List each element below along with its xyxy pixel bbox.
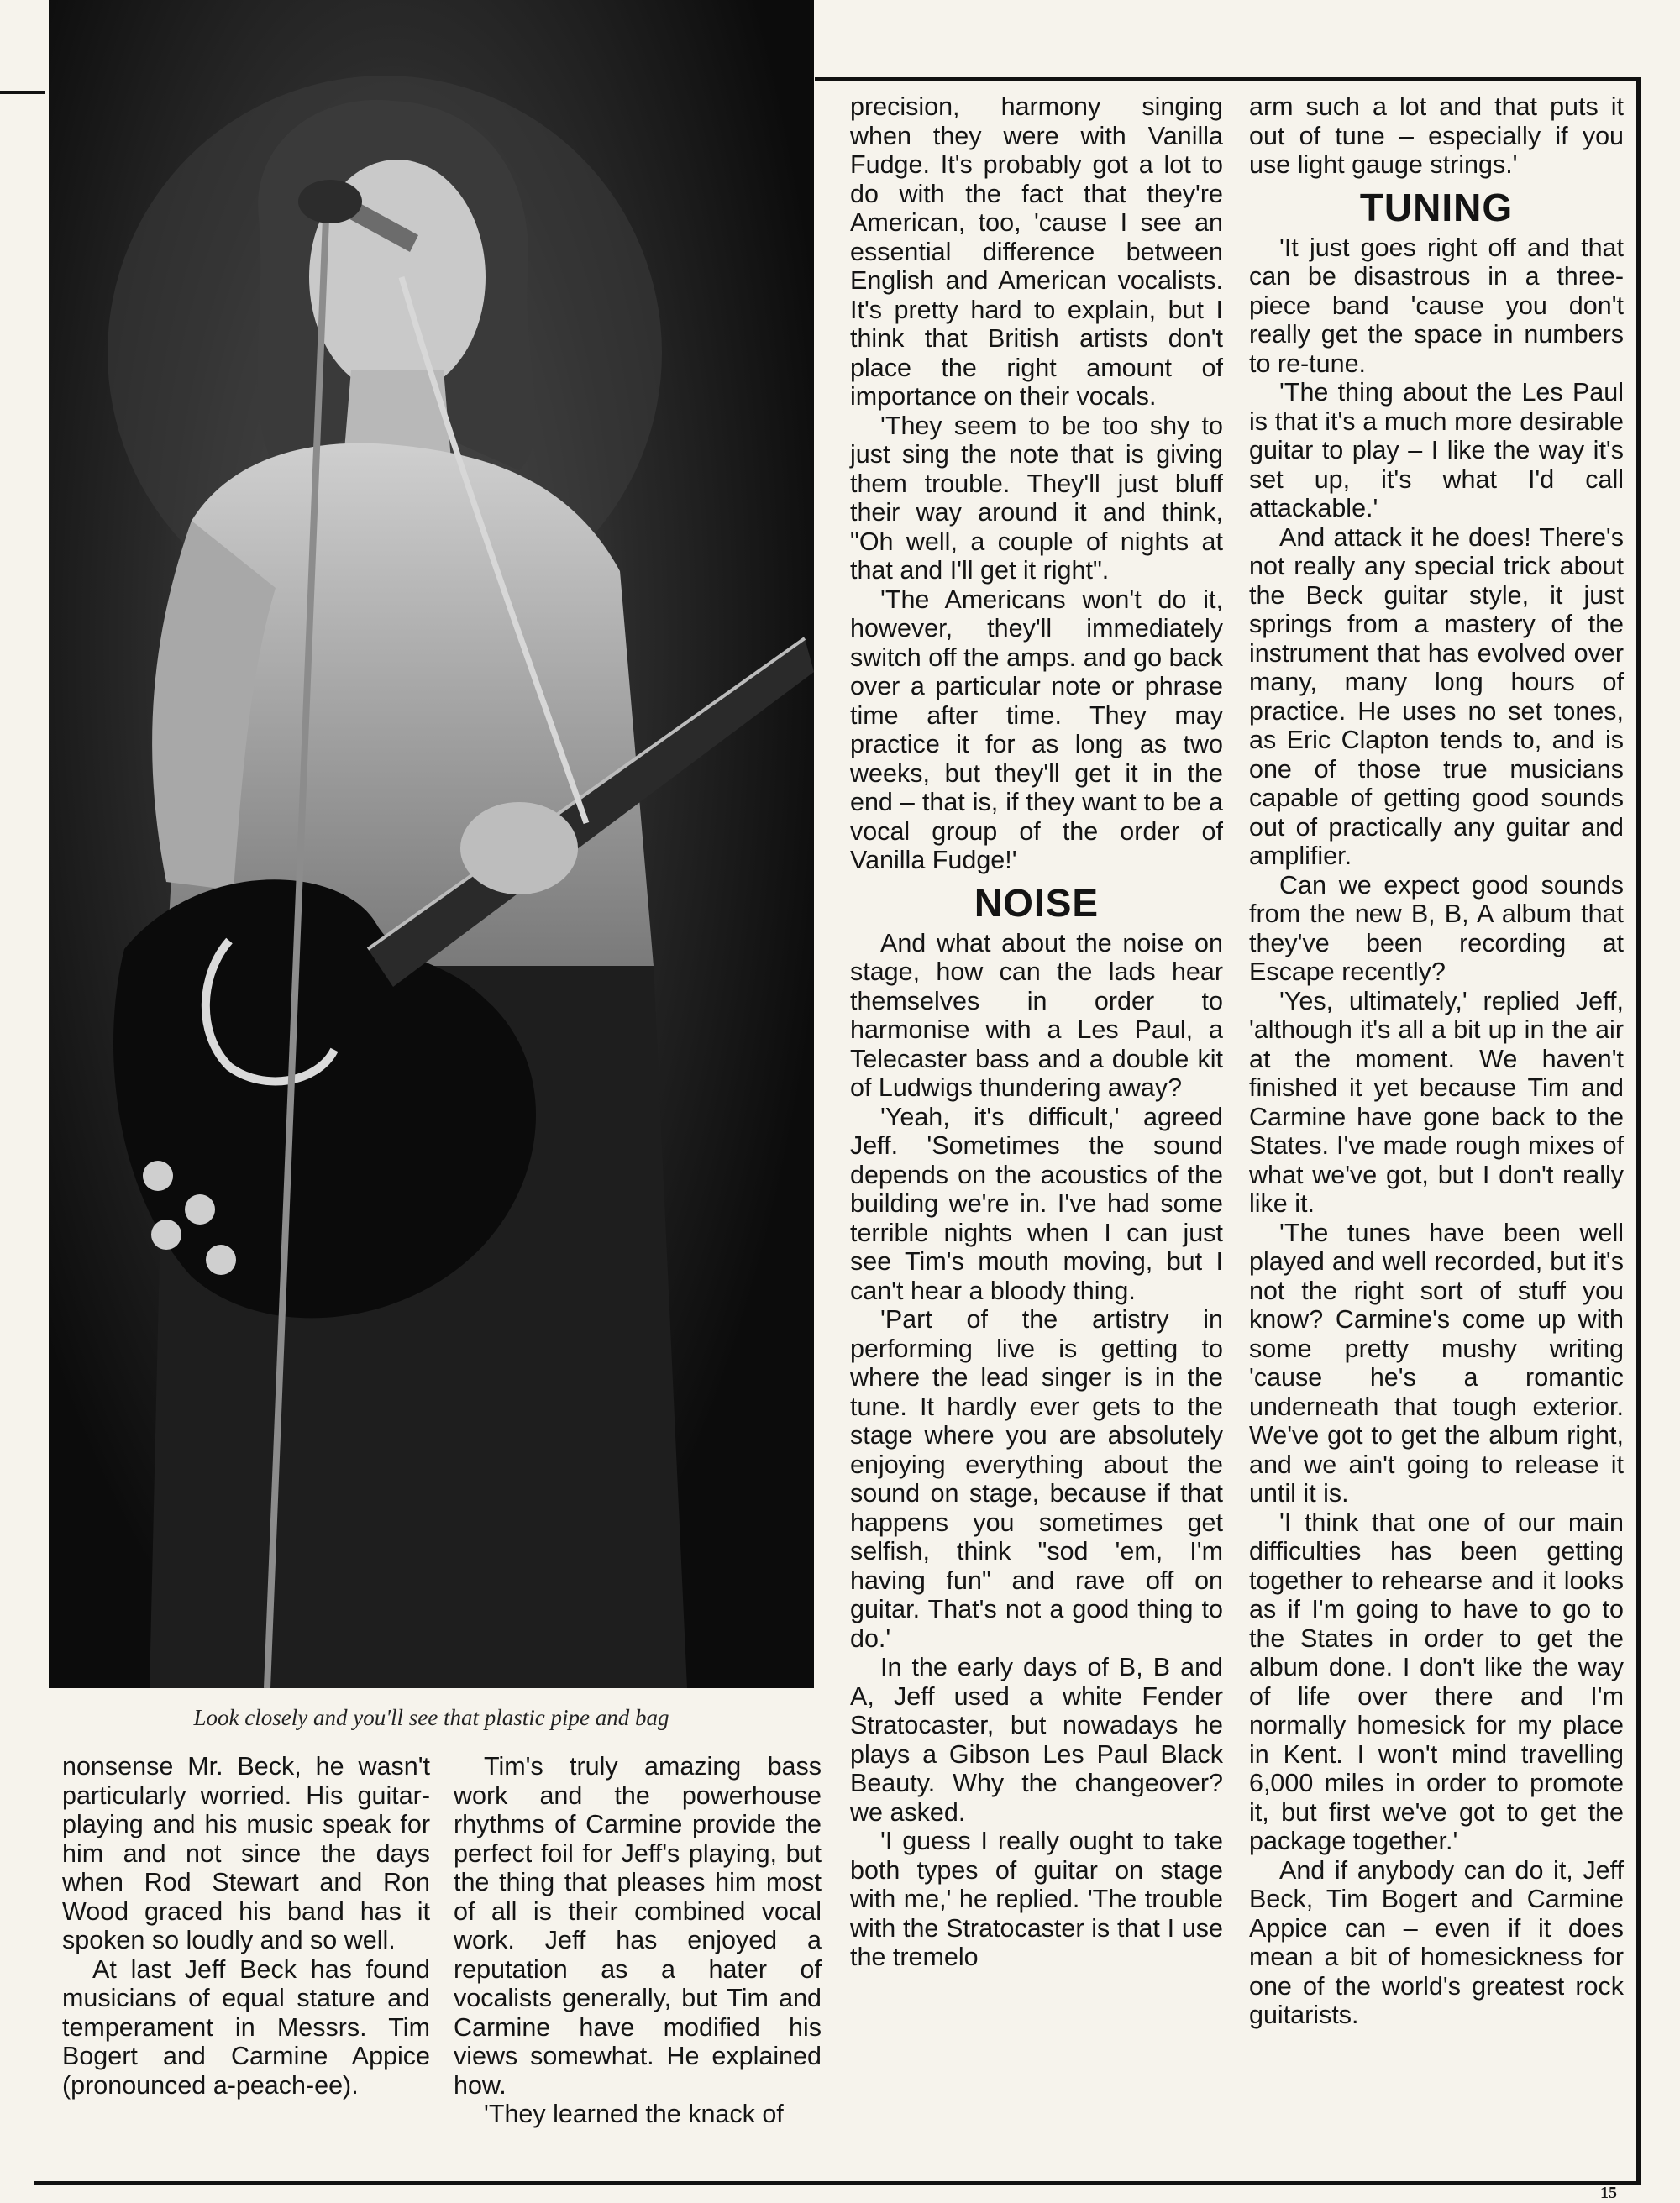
paragraph: 'The thing about the Les Paul is that it's a much more desirable guitar to play – I like the way it's set up, it's what I'd call attackable.' <box>1249 378 1624 522</box>
paragraph: And attack it he does! There's not really any special trick about the Beck guitar style, it just springs from a mastery of the instrument that has evolved over many, many long hours of practice. He uses no set tones, as Eric Clapton tends to, and is one of those true musicians capable of getting good sounds out of practically any guitar and amplifier. <box>1249 522 1624 870</box>
paragraph: And what about the noise on stage, how can the lads hear themselves in order to harmonise with a Les Paul, a Telecaster bass and a double kit of Ludwigs thundering away? <box>850 928 1223 1102</box>
page-number: 15 <box>1600 2184 1617 2202</box>
paragraph: arm such a lot and that puts it out of tune – especially if you use light gauge strings.' <box>1249 92 1624 179</box>
guitarist-photo <box>49 0 814 1688</box>
paragraph: 'They learned the knack of <box>484 2100 784 2128</box>
article-column-2 <box>454 1752 822 2129</box>
paragraph: Can we expect good sounds from the new B, B, A album that they've been recording at Escape recently? <box>1249 870 1624 986</box>
section-heading-noise: NOISE <box>974 880 1100 925</box>
paragraph: 'They seem to be too shy to just sing the note that is giving them trouble. They'll just bluff their way around it and think, "Oh well, a couple of nights at that and I'll get it right". <box>850 411 1223 585</box>
paragraph: 'Yeah, it's difficult,' agreed Jeff. 'Sometimes the sound depends on the acoustics of the building we're in. I've had some terrible nights when I can just see Tim's mouth moving, but I can't hear a bloody thing. <box>850 1102 1223 1305</box>
frame-right-rule <box>1636 77 1641 2185</box>
paragraph: 'The tunes have been well played and well recorded, but it's not the right sort of stuff you know? Carmine's come up with some pretty mushy writing 'cause he's a romantic underneath that tough exterior. We've got to get the album right, and we ain't going to release it until it is. <box>1249 1218 1624 1508</box>
frame-top-rule <box>815 77 1641 81</box>
paragraph: At last Jeff Beck has found musicians of equal stature and temperament in Messrs. Tim Bogert and Carmine Appice (pronounced a-peach-ee). <box>62 1954 430 2100</box>
paragraph: 'Yes, ultimately,' replied Jeff, 'although it's all a bit up in the air at the moment. We haven't finished it yet because Tim and Carmine have gone back to the States. I've made rough mixes of what we've got, but I don't really like it. <box>1249 986 1624 1218</box>
paragraph: And if anybody can do it, Jeff Beck, Tim Bogert and Carmine Appice can – even if it does mean a bit of homesickness for one of the world's greatest rock guitarists. <box>1249 1855 1624 2029</box>
left-rule <box>0 91 45 94</box>
paragraph: 'Part of the artistry in performing live is getting to where the lead singer is in the tune. It hardly ever gets to the stage where you are absolutely enjoying everything about the sound on stage, because if that happens you sometimes get selfish, think "sod 'em, I'm having fun" and rave off on guitar. That's not a good thing to do.' <box>850 1305 1223 1653</box>
paragraph: 'It just goes right off and that can be disastrous in a three-piece band 'cause you don't really get the space in numbers to re-tune. <box>1249 233 1624 378</box>
paragraph: 'I guess I really ought to take both types of guitar on stage with me,' he replied. 'The trouble with the Stratocaster is that I use the tremelo <box>850 1827 1223 1971</box>
article-column-3 <box>850 92 1223 1972</box>
paragraph: 'The Americans won't do it, however, they'll immediately switch off the amps. and go back over a particular note or phrase time after time. They may practice it for as long as two weeks, but they'll get it in the end – that is, if they want to be a vocal group of the order of Vanilla Fudge!' <box>850 585 1223 874</box>
paragraph: 'I think that one of our main difficulties has been getting together to rehearse and it looks as if I'm going to have to go to the States in order to get the album done. I don't like the way of life over there and I'm normally homesick for my place in Kent. I won't mind travelling 6,000 miles in order to promote it, but first we've got to get the package together.' <box>1249 1508 1624 1855</box>
section-heading-tuning: TUNING <box>1359 185 1514 229</box>
frame-bottom-rule <box>34 2181 1641 2185</box>
guitarist-illustration <box>49 0 814 1688</box>
paragraph: precision, harmony singing when they were with Vanilla Fudge. It's probably got a lot to do with the fact that they're American, too, 'cause I see an essential difference between English and American vocalists. It's pretty hard to explain, but I think that British artists don't place the right amount of importance on their vocals. <box>850 92 1223 411</box>
article-column-1 <box>62 1752 430 2100</box>
photo-caption: Look closely and you'll see that plastic pipe and bag <box>193 1705 669 1730</box>
article-column-4 <box>1249 92 1624 2030</box>
paragraph: Tim's truly amazing bass work and the powerhouse rhythms of Carmine provide the perfect foil for Jeff's playing, but the thing that pleases him most of all is their combined vocal work. Jeff has enjoyed a reputation as a hater of vocalists generally, but Tim and Carmine have modified his views somewhat. He explained how. <box>454 1752 822 2100</box>
paragraph: In the early days of B, B and A, Jeff used a white Fender Stratocaster, but nowadays he plays a Gibson Les Paul Black Beauty. Why the changeover? we asked. <box>850 1653 1223 1827</box>
paragraph: nonsense Mr. Beck, he wasn't particularly worried. His guitar-playing and his music speak for him and not since the days when Rod Stewart and Ron Wood graced his band has it spoken so loudly and so well. <box>62 1752 430 1954</box>
